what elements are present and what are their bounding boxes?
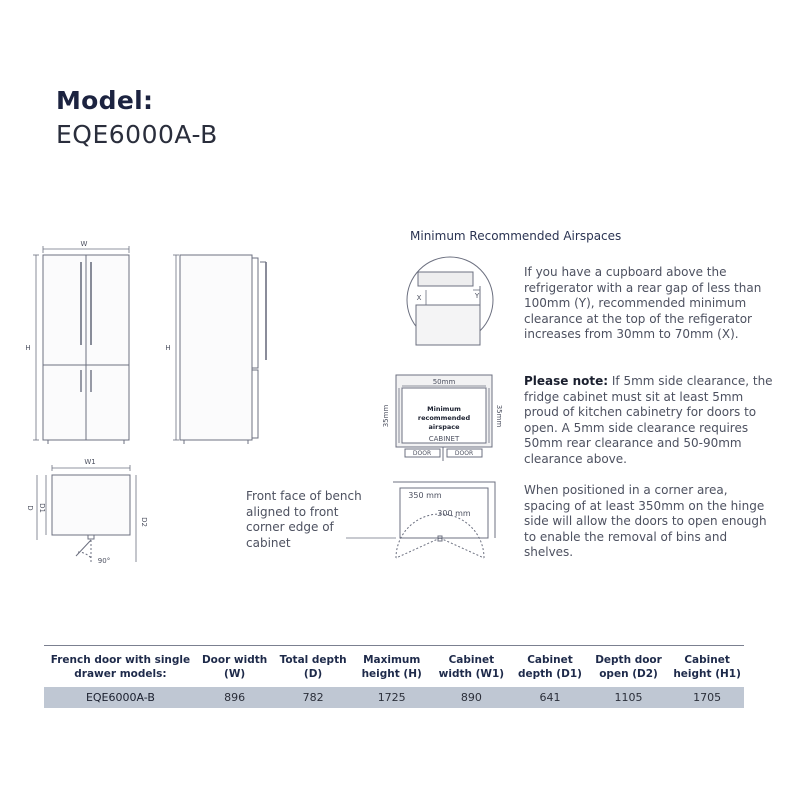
cell-cabinet-height: 1705 <box>670 687 744 708</box>
model-label: Model: <box>56 86 154 115</box>
corner-area-paragraph: When positioned in a corner area, spacing of at least 350mm on the hinge side will allow the doors to open enough to enable the removal of bins and shelves. <box>524 483 767 559</box>
side-clearance-paragraph <box>524 374 774 467</box>
top-gap-label: 50mm <box>432 378 456 386</box>
header-max-height: Maximum height (H) <box>354 646 430 688</box>
side-clearance-text: If 5mm side clearance, the fridge cabinet must sit at least 5mm proud of kitchen cabinetry for doors to open. A 5mm side clearance requires 50mm rear clearance and 50-90mm clearance above. <box>524 374 773 466</box>
header-cabinet-width: Cabinet width (W1) <box>430 646 514 688</box>
height-label-side: H <box>165 344 171 352</box>
model-code: EQE6000A-B <box>56 120 218 149</box>
cell-max-height: 1725 <box>354 687 430 708</box>
door-right-label: DOOR <box>454 450 474 457</box>
header-total-depth: Total depth (D) <box>272 646 353 688</box>
d-label: D <box>26 505 34 511</box>
w1-label: W1 <box>84 458 96 466</box>
table-header-row <box>44 646 744 688</box>
width-label: W <box>80 240 88 248</box>
cell-model: EQE6000A-B <box>44 687 197 708</box>
height-label-front: H <box>25 344 31 352</box>
please-note-label: Please note: <box>524 374 609 388</box>
cabinet-label: CABINET <box>428 435 460 443</box>
airspace-center-line2: recommended <box>417 414 471 422</box>
header-cabinet-height: Cabinet height (H1) <box>670 646 744 688</box>
d2-label: D2 <box>140 517 148 527</box>
specification-table <box>44 645 744 708</box>
left-side-label: 35mm <box>382 404 390 428</box>
x-label: X <box>416 294 422 302</box>
header-door-width: Door width (W) <box>197 646 273 688</box>
fridge-front-view <box>33 246 129 444</box>
door-left-label: DOOR <box>412 450 432 457</box>
y-label: Y <box>474 292 480 300</box>
table-row <box>44 687 744 708</box>
cupboard-gap-paragraph: If you have a cupboard above the refrigerator with a rear gap of less than 100mm (Y), recommended minimum clearance at the top of the refigerator increases from 30mm to 70mm (X). <box>524 265 762 341</box>
angle-label: 90° <box>97 557 111 565</box>
d1-label: D1 <box>38 503 46 513</box>
bench-alignment-note: Front face of bench aligned to front corner edge of cabinet <box>246 489 362 550</box>
cell-total-depth: 782 <box>272 687 353 708</box>
airspaces-title: Minimum Recommended Airspaces <box>410 229 622 243</box>
header-model: French door with single drawer models: <box>44 646 197 688</box>
header-cabinet-depth: Cabinet depth (D1) <box>513 646 587 688</box>
corner-350-label: 350 mm <box>408 491 442 500</box>
corner-300-label: 300 mm <box>437 509 471 518</box>
airspace-center-line1: Minimum <box>427 405 461 413</box>
cell-cabinet-width: 890 <box>430 687 514 708</box>
cell-depth-door-open: 1105 <box>587 687 670 708</box>
cell-cabinet-depth: 641 <box>513 687 587 708</box>
fridge-top-view <box>37 465 136 562</box>
airspace-center-line3: airspace <box>428 423 460 431</box>
header-depth-door-open: Depth door open (D2) <box>587 646 670 688</box>
right-side-label: 35mm <box>495 404 503 428</box>
cell-door-width: 896 <box>197 687 273 708</box>
fridge-side-view <box>173 255 266 444</box>
